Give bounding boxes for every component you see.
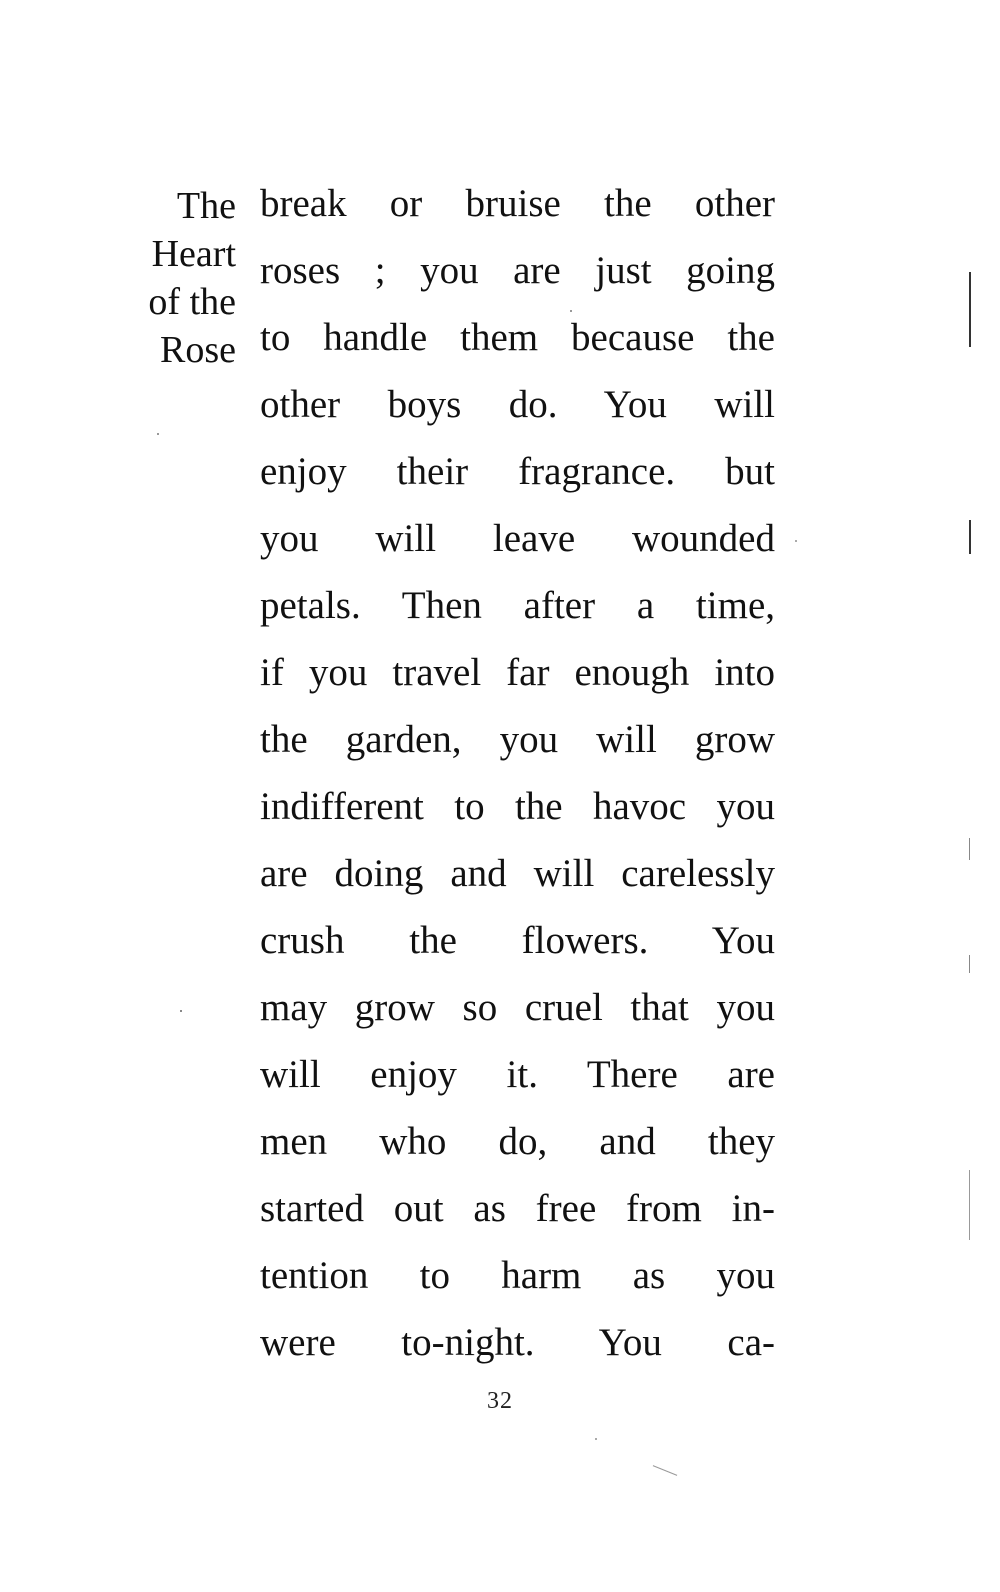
text-line: started out as free from in- [260,1187,775,1230]
text-line: were to-night. You ca- [260,1321,775,1364]
scan-artifact-mark [969,955,970,973]
text-line: you will leave wounded [260,517,775,560]
page-number: 32 [487,1388,513,1414]
margin-heading-line-1: The [176,185,236,227]
margin-heading [118,182,236,374]
scan-artifact-mark [969,520,971,554]
scan-artifact-mark [570,310,572,312]
text-line: may grow so cruel that you [260,986,775,1029]
text-line: crush the flowers. You [260,919,775,962]
scan-artifact-mark [180,1010,182,1012]
text-line: will enjoy it. There are [260,1053,775,1096]
scan-artifact-mark [653,1465,677,1476]
text-line: indifferent to the havoc you [260,785,775,828]
text-line: are doing and will carelessly [260,852,775,895]
scan-artifact-mark [795,540,797,542]
body-text [260,170,775,1376]
scan-artifact-mark [157,433,159,435]
text-line: break or bruise the other [260,182,775,225]
text-line: if you travel far enough into [260,651,775,694]
scan-artifact-mark [595,1438,597,1440]
text-line: tention to harm as you [260,1254,775,1297]
text-line: to handle them because the [260,316,775,359]
text-line: roses ; you are just going [260,249,775,292]
scan-artifact-mark [969,272,971,347]
scan-artifact-mark [969,838,970,860]
text-line: other boys do. You will [260,383,775,426]
margin-heading-line-3: of the [148,281,236,323]
margin-heading-line-2: Heart [151,233,236,275]
text-line: men who do, and they [260,1120,775,1163]
text-line: enjoy their fragrance. but [260,450,775,493]
text-line: the garden, you will grow [260,718,775,761]
margin-heading-line-4: Rose [160,329,236,371]
text-line: petals. Then after a time, [260,584,775,627]
scan-artifact-mark [969,1170,970,1240]
